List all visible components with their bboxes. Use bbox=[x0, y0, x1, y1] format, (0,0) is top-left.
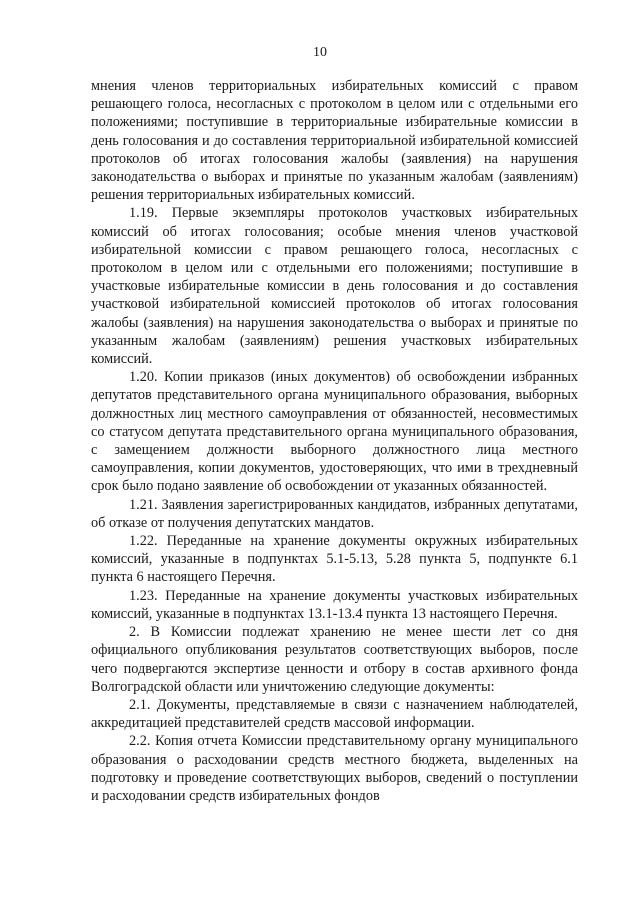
paragraph-1-21: 1.21. Заявления зарегистрированных кандидатов, избранных депутатами, об отказе от получения депутатских мандатов. bbox=[91, 496, 578, 531]
paragraph-1-19: 1.19. Первые экземпляры протоколов участковых избирательных комиссий об итогах голосования; особые мнения членов участковой избирательной комиссии с правом решающего голоса, несогласных с протоколом в целом или с отдельными его положениями; поступившие в участковые избирательные комиссии в день голосования и до составления участковой избирательной комиссией протоколов об итогах голосования жалобы (заявления) на нарушения законодательства о выборах и принятые по указанным жалобам (заявлениям) решения участковых избирательных комиссий. bbox=[91, 205, 578, 368]
paragraph-1-20: 1.20. Копии приказов (иных документов) об освобождении избранных депутатов представительного органа муниципального образования, выборных должностных лиц местного самоуправления от обязанностей, несовместимых со статусом депутата представительного органа муниципального образования, с замещением должности выборного должностного лица местного самоуправления, копии документов, удостоверяющих, что ими в трехдневный срок было подано заявление об освобождении от указанных обязанностей. bbox=[91, 369, 578, 495]
paragraph-2-1: 2.1. Документы, представляемые в связи с назначением наблюдателей, аккредитацией представителей средств массовой информации. bbox=[91, 696, 578, 732]
paragraph-2-2: 2.2. Копия отчета Комиссии представительному органу муниципального образования о расходовании средств местного бюджета, выделенных на подготовку и проведение соответствующих выборов, сведений о поступлении и расходовании средств избирательных фондов bbox=[91, 733, 578, 804]
paragraph-2: 2. В Комиссии подлежат хранению не менее шести лет со дня официального опубликования результатов соответствующих выборов, после чего подвергаются экспертизе ценности и отбору в состав архивного фонда Волгоградской области или уничтожению следующие документы: bbox=[91, 624, 578, 695]
paragraph-1-23: 1.23. Переданные на хранение документы участковых избирательных комиссий, указанные в подпунктах 13.1-13.4 пункта 13 настоящего Перечня. bbox=[91, 587, 578, 622]
page-number: 10 bbox=[313, 45, 327, 60]
paragraph-continuation: мнения членов территориальных избирательных комиссий с правом решающего голоса, несогласных с протоколом в целом или с отдельными его положениями; поступившие в территориальные избирательные комиссии в день голосования и до составления территориальной избирательной комиссией протоколов об итогах голосования жалобы (заявления) на нарушения законодательства о выборах и принятые по указанным жалобам (заявлениям) решения территориальных избирательных комиссий. bbox=[91, 78, 578, 204]
paragraph-1-22: 1.22. Переданные на хранение документы окружных избирательных комиссий, указанные в подпунктах 5.1-5.13, 5.28 пункта 5, подпункте 6.1 пункта 6 настоящего Перечня. bbox=[91, 533, 578, 586]
document-body bbox=[91, 77, 578, 805]
